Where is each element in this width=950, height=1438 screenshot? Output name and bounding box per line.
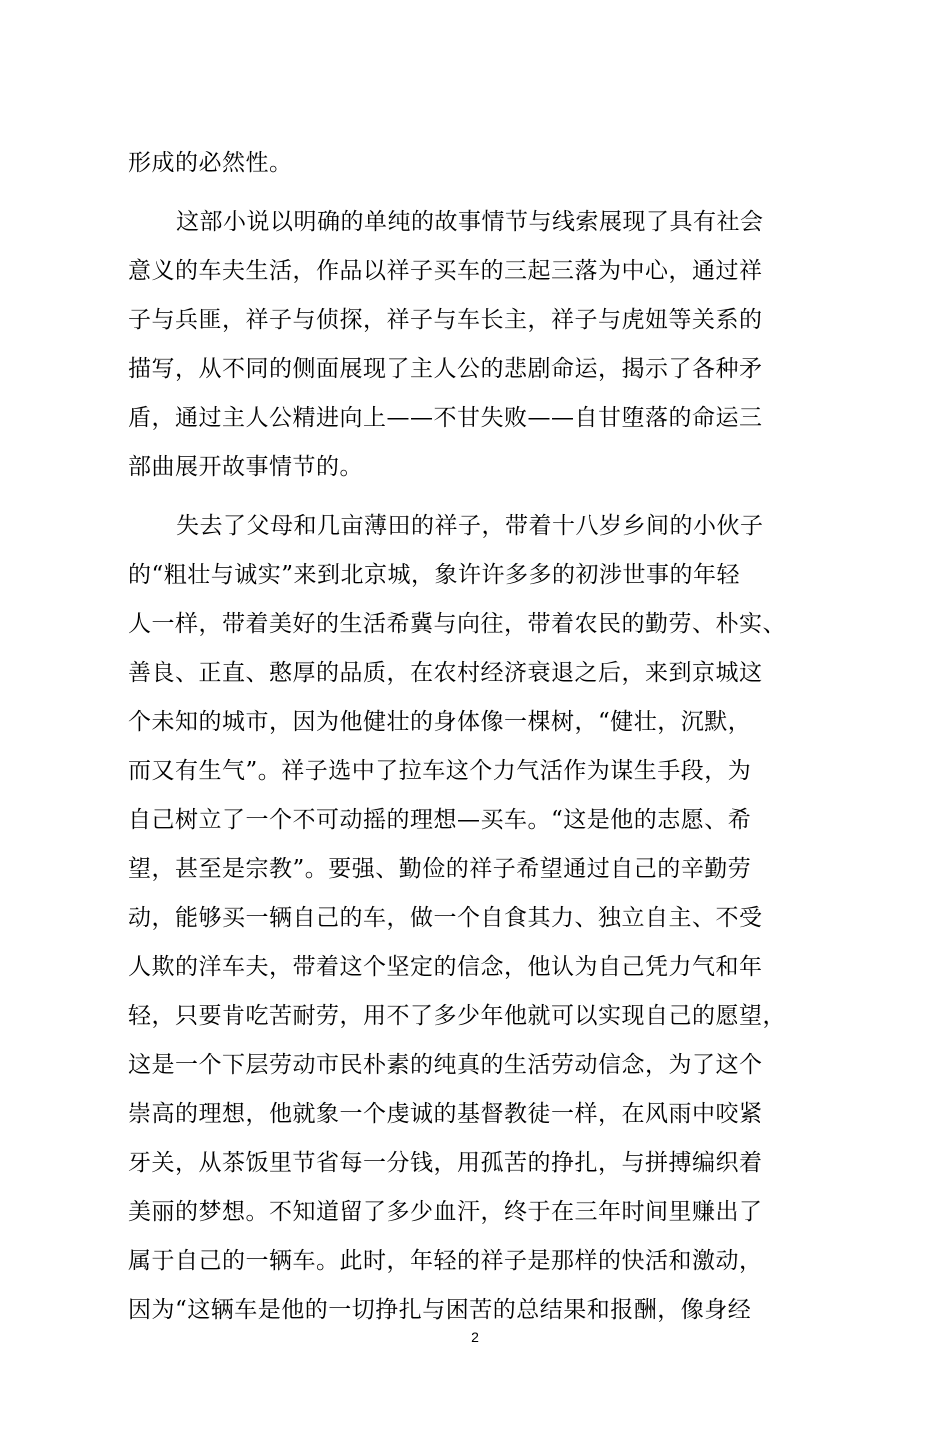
- text-line: 动，能够买一辆自己的车，做一个自食其力、独立自主、不受: [128, 905, 763, 931]
- text-line: 形成的必然性。: [128, 150, 293, 176]
- text-line: 描写，从不同的侧面展现了主人公的悲剧命运，揭示了各种矛: [128, 356, 763, 382]
- text-line: 子与兵匪，祥子与侦探，祥子与车长主，祥子与虎妞等关系的: [128, 307, 763, 333]
- paragraph-first-line: 失去了父母和几亩薄田的祥子，带着十八岁乡间的小伙子: [176, 513, 764, 539]
- page-number: 2: [471, 1329, 479, 1345]
- text-line: 盾，通过主人公精进向上——不甘失败——自甘堕落的命运三: [128, 405, 763, 431]
- text-line: 意义的车夫生活，作品以祥子买车的三起三落为中心，通过祥: [128, 258, 763, 284]
- text-line: 而又有生气”。祥子选中了拉车这个力气活作为谋生手段，为: [128, 758, 752, 784]
- text-line: 轻，只要肯吃苦耐劳，用不了多少年他就可以实现自己的愿望，: [128, 1003, 786, 1029]
- text-line: 部曲展开故事情节的。: [128, 454, 363, 480]
- text-line: 这是一个下层劳动市民朴素的纯真的生活劳动信念，为了这个: [128, 1052, 763, 1078]
- text-line: 牙关，从茶饭里节省每一分钱，用孤苦的挣扎，与拼搏编织着: [128, 1150, 763, 1176]
- paragraph-first-line: 这部小说以明确的单纯的故事情节与线索展现了具有社会: [176, 209, 764, 235]
- text-line: 因为“这辆车是他的一切挣扎与困苦的总结果和报酬，像身经: [128, 1297, 752, 1323]
- text-line: 善良、正直、憨厚的品质，在农村经济衰退之后，来到京城这: [128, 660, 763, 686]
- text-line: 属于自己的一辆车。此时，年轻的祥子是那样的快活和激动，: [128, 1248, 763, 1274]
- text-line: 自己树立了一个不可动摇的理想—买车。“这是他的志愿、希: [128, 807, 752, 833]
- text-line: 的“粗壮与诚实”来到北京城，象许许多多的初涉世事的年轻: [128, 562, 741, 588]
- text-line: 崇高的理想，他就象一个虔诚的基督教徒一样，在风雨中咬紧: [128, 1101, 763, 1127]
- text-line: 美丽的梦想。不知道留了多少血汗，终于在三年时间里赚出了: [128, 1199, 763, 1225]
- text-line: 人一样，带着美好的生活希冀与向往，带着农民的勤劳、朴实、: [128, 611, 786, 637]
- text-line: 人欺的洋车夫，带着这个坚定的信念，他认为自己凭力气和年: [128, 954, 763, 980]
- body-text: [128, 139, 848, 1335]
- text-line: 望，甚至是宗教”。要强、勤俭的祥子希望通过自己的辛勤劳: [128, 856, 752, 882]
- text-line: 个未知的城市，因为他健壮的身体像一棵树，“健壮，沉默，: [128, 709, 752, 735]
